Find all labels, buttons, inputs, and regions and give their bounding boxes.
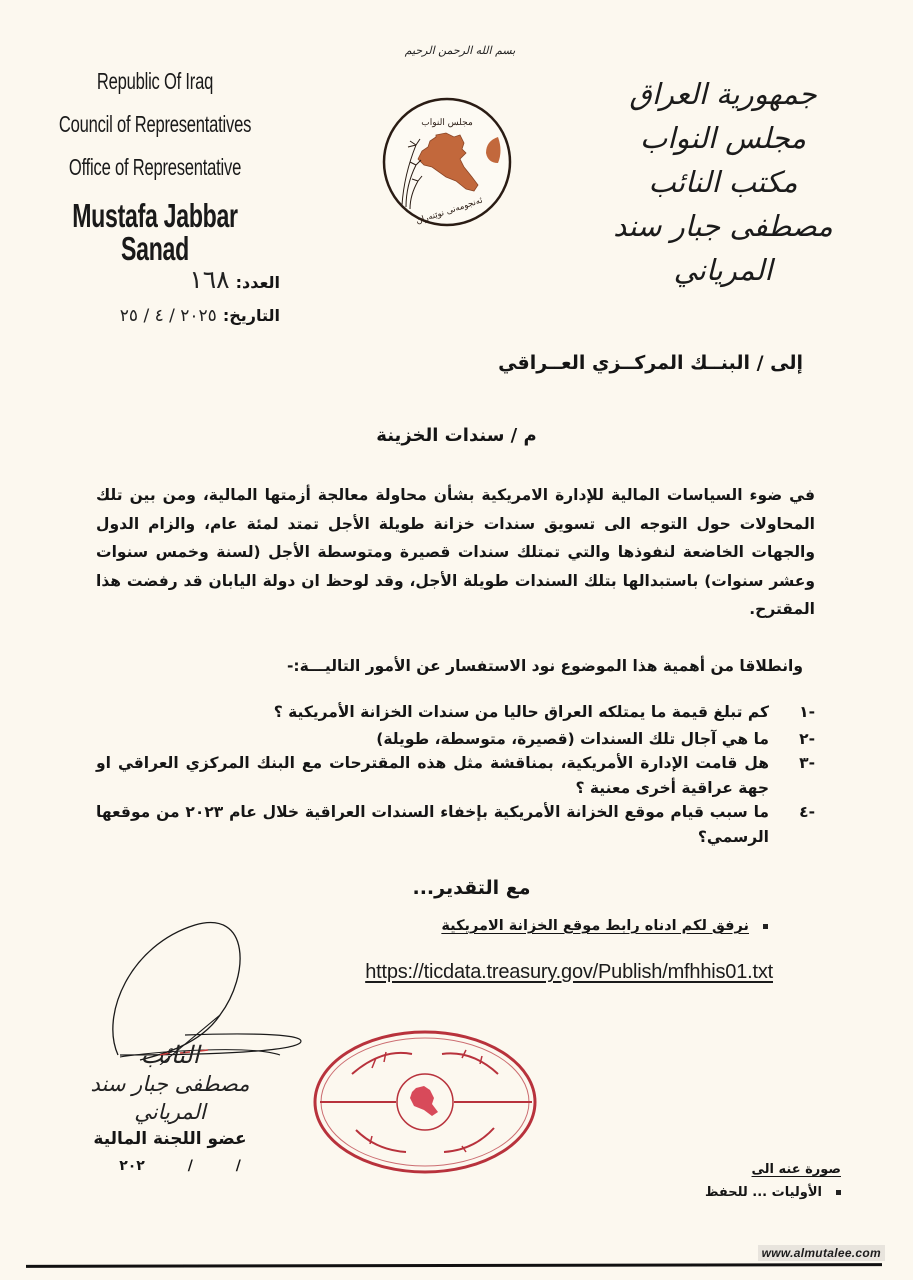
english-letterhead bbox=[20, 70, 290, 265]
attachment-note bbox=[441, 918, 768, 934]
question-item bbox=[96, 727, 815, 752]
cc-item bbox=[705, 1185, 841, 1200]
question-number: -٣ bbox=[799, 754, 815, 772]
recipient-line: إلى / البنــك المركــزي العــراقي bbox=[498, 352, 803, 374]
bullet-icon bbox=[836, 1190, 841, 1195]
letterhead-office-ar: مكتب النائب bbox=[648, 165, 798, 199]
question-number: -٤ bbox=[799, 803, 815, 821]
questions-list bbox=[96, 700, 815, 849]
signature-date: / / ٢٠٢ bbox=[119, 1158, 241, 1174]
question-number: -٢ bbox=[799, 729, 815, 748]
arabic-letterhead bbox=[573, 72, 873, 292]
signer-name: مصطفى جبار سند المرياني bbox=[90, 1072, 250, 1124]
reference-date-row bbox=[60, 306, 280, 326]
reference-block bbox=[60, 265, 280, 338]
letterhead-country-ar: جمهورية العراق bbox=[629, 77, 817, 111]
body-paragraph: في ضوء السياسات المالية للإدارة الامريكية بشأن محاولة معالجة أزمتها المالية، ومن بين تلك المحاولات حول التوجه الى تسويق سندات خزانة طويلة الأجل تمتد لمئة عام، والزام الدول والجهات الخاضعة لنفوذها والتي تمتلك سندات قصيرة ومتوسطة الأجل (لسنة وخمس سنوات وعشر سنوات) باستبدالها بتلك السندات طويلة الأجل، وقد لوحظ ان دولة اليابان قد رفضت هذا المقترح. bbox=[96, 486, 815, 618]
bullet-icon bbox=[763, 924, 768, 929]
letterhead-council-ar: مجلس النواب bbox=[639, 121, 807, 155]
footer-divider bbox=[26, 1263, 882, 1268]
question-text: كم تبلغ قيمة ما يمتلكه العراق حاليا من سندات الخزانة الأمريكية ؟ bbox=[273, 703, 769, 721]
letterhead-country: Republic Of Iraq bbox=[96, 68, 214, 94]
question-number: -١ bbox=[799, 703, 815, 721]
website-watermark: www.almutalee.com bbox=[758, 1245, 885, 1261]
attachment-note-text: نرفق لكم ادناه رابط موقع الخزانة الامريكية bbox=[441, 918, 749, 934]
letterhead-representative-name: Mustafa Jabbar Sanad bbox=[72, 197, 238, 267]
cc-title: صورة عنه الى bbox=[751, 1162, 841, 1177]
subject-line: م / سندات الخزينة bbox=[376, 425, 537, 446]
letterhead-representative-name-ar: مصطفى جبار سند المرياني bbox=[613, 209, 833, 287]
letterhead-office: Office of Representative bbox=[68, 154, 242, 180]
signer-title: النائب bbox=[140, 1041, 200, 1069]
cc-item-text: الأوليات ... للحفظ bbox=[704, 1185, 822, 1200]
question-text: هل قامت الإدارة الأمريكية، بمناقشة مثل هذه المقترحات مع البنك المركزي العراقي او جهة عراقية أخرى معنية ؟ bbox=[96, 754, 769, 797]
basmala-calligraphy: بسم الله الرحمن الرحيم bbox=[404, 44, 516, 57]
reference-number-row bbox=[60, 265, 280, 294]
reference-date-value: ٢٠٢٥ / ٤ / ٢٥ bbox=[119, 306, 217, 326]
questions-intro: وانطلاقا من أهمية هذا الموضوع نود الاستفسار عن الأمور التاليـــة:- bbox=[286, 657, 803, 675]
reference-number-label: العدد: bbox=[235, 273, 280, 292]
question-text: ما هي آجال تلك السندات (قصيرة، متوسطة، طويلة) bbox=[376, 729, 769, 748]
question-item bbox=[96, 751, 815, 800]
reference-number-value: ١٦٨ bbox=[189, 265, 230, 294]
carbon-copy-block bbox=[705, 1162, 841, 1200]
parliament-emblem-icon bbox=[380, 95, 514, 229]
official-stamp-icon bbox=[312, 1028, 538, 1176]
reference-date-label: التاريخ: bbox=[222, 306, 280, 325]
signature-block bbox=[55, 1040, 285, 1180]
svg-text:ئەنجومەنی نوێنەران: ئەنجومەنی نوێنەران bbox=[414, 195, 484, 227]
question-item bbox=[96, 700, 815, 725]
letterhead-council: Council of Representatives bbox=[58, 111, 252, 137]
svg-text:مجلس النواب: مجلس النواب bbox=[421, 118, 473, 128]
question-item bbox=[96, 800, 815, 849]
signer-role: عضو اللجنة المالية bbox=[93, 1129, 247, 1149]
question-text: ما سبب قيام موقع الخزانة الأمريكية بإخفاء السندات العراقية خلال عام ٢٠٢٣ من موقعها الرسمي؟ bbox=[96, 803, 769, 846]
closing-regards: مع التقدير... bbox=[412, 877, 531, 899]
treasury-url-link[interactable]: https://ticdata.treasury.gov/Publish/mfhhis01.txt bbox=[365, 961, 773, 983]
